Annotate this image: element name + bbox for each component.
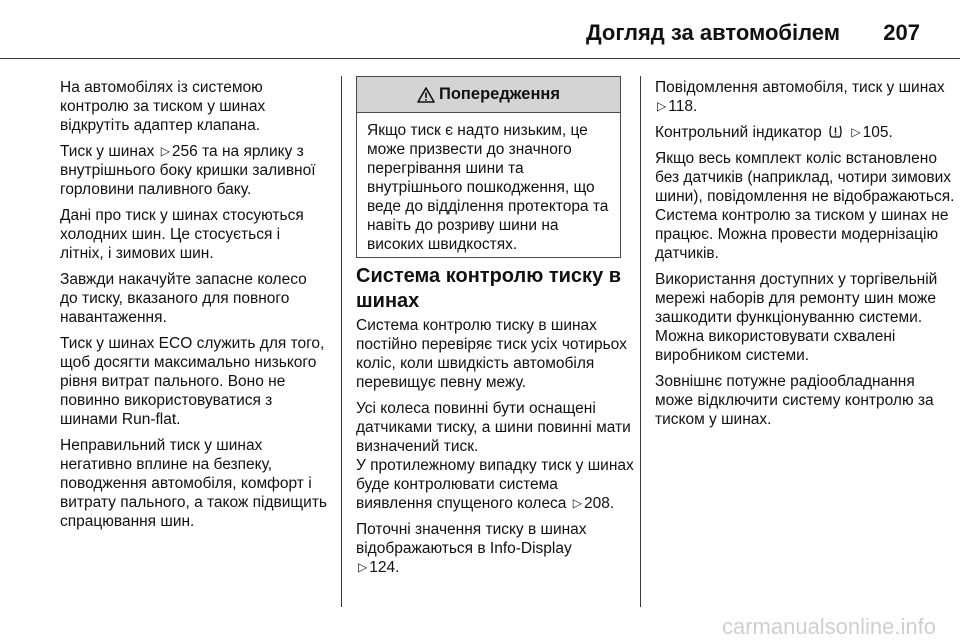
- paragraph: Повідомлення автомобіля, тиск у шинах ▷ 118.: [655, 79, 945, 115]
- warning-text: Якщо тиск є надто низьким, це може призвести до значного перегрівання шини та внутрішнього пошкодження, що веде до відділення протектора та навіть до розриву шини на високих швидкостях.: [367, 122, 609, 253]
- paragraph: Завжди накачуйте запасне колесо до тиску, вказаного для повного навантаження.: [60, 271, 307, 326]
- page-reference-icon: ▷: [358, 560, 368, 574]
- paragraph: Система контролю тиску в шинах постійно перевіряє тиск усіх чотирьох коліс, коли швидкість автомобіля перевищує певну межу.: [356, 317, 627, 391]
- header-divider: [0, 58, 960, 59]
- tire-pressure-icon: [828, 124, 843, 139]
- column-right: [655, 78, 955, 436]
- page-reference-icon: ▷: [851, 125, 861, 139]
- page-reference-icon: ▷: [572, 496, 582, 510]
- column-middle: [356, 316, 636, 584]
- paragraph: Використання доступних у торгівельній мережі наборів для ремонту шин може зашкодити функціонуванню системи. Можна використовувати схвалені виробником системи.: [655, 271, 938, 364]
- paragraph: Усі колеса повинні бути оснащені датчиками тиску, а шини повинні мати визначений тиск. У протилежному випадку тиск у шинах буде контролювати система виявлення спущеного колеса ▷ 208.: [356, 400, 634, 512]
- column-left: [60, 78, 328, 538]
- warning-box: [356, 76, 621, 258]
- paragraph: Неправильний тиск у шинах негативно вплине на безпеку, поводження автомобіля, комфорт і витрату пального, а також підвищить спрацювання шин.: [60, 437, 327, 530]
- paragraph: На автомобілях із системою контролю за тиском у шинах відкрутіть адаптер клапана.: [60, 79, 266, 134]
- paragraph: Дані про тиск у шинах стосуються холодних шин. Це стосується і літніх, і зимових шин.: [60, 207, 304, 262]
- page-reference-icon: ▷: [160, 144, 170, 158]
- paragraph: Якщо весь комплект коліс встановлено без датчиків (наприклад, чотири зимових шини), повідомлення не відображаються. Система контролю за тиском у шинах не працює. Можна провести модернізацію датчиків.: [655, 150, 955, 262]
- paragraph: Контрольний індикатор ▷ 105.: [655, 124, 893, 141]
- page-reference[interactable]: 208.: [583, 495, 615, 512]
- page-reference[interactable]: 256: [171, 143, 198, 160]
- page-title: Догляд за автомобілем: [585, 20, 840, 45]
- warning-header: [357, 77, 620, 113]
- section-heading: Система контролю тиску в шинах: [356, 265, 622, 312]
- column-divider-right: [640, 76, 641, 607]
- watermark: carmanualsonline.info: [721, 614, 936, 639]
- paragraph: Зовнішнє потужне радіообладнання може відключити систему контролю за тиском у шинах.: [655, 373, 934, 428]
- page-reference[interactable]: 118.: [668, 98, 698, 115]
- paragraph: Тиск у шинах ▷ 256 та на ярлику з внутрішнього боку кришки заливної горловини паливного баку.: [60, 143, 316, 198]
- warning-title: Попередження: [438, 85, 561, 103]
- paragraph: Поточні значення тиску в шинах відображаються в Info-Display ▷ 124.: [356, 521, 587, 576]
- paragraph: Тиск у шинах ECO служить для того, щоб досягти максимально низького рівня витрат пального. Воно не повинно використовуватися з шинами Run-flat.: [60, 335, 325, 428]
- warning-triangle-icon: [417, 87, 435, 103]
- page-reference-icon: ▷: [657, 99, 667, 113]
- page-reference[interactable]: 105.: [862, 124, 893, 141]
- page-number: 207: [883, 20, 920, 45]
- column-divider-left: [341, 76, 342, 607]
- page-reference[interactable]: 124.: [369, 559, 400, 576]
